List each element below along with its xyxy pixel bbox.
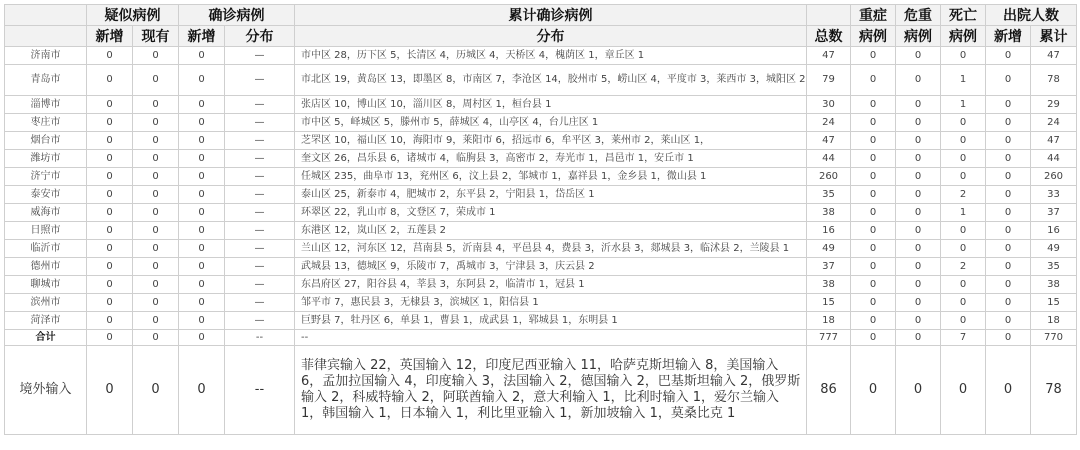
table-row	[5, 222, 1077, 240]
confirmed-new-cell: 0	[179, 312, 225, 330]
cumulative-distribution-cell: 兰山区 12，河东区 12，莒南县 5，沂南县 4，平邑县 4，费县 3，沂水县 3，郯城县 3，临沭县 2，兰陵县 1	[295, 240, 807, 258]
table-row	[5, 240, 1077, 258]
discharged-new-cell: 0	[986, 240, 1031, 258]
header-sub-severe: 病例	[851, 26, 896, 47]
cumulative-distribution-cell: 奎文区 26，昌乐县 6，诸城市 4，临朐县 3，高密市 2，寿光市 1，昌邑市 1，安丘市 1	[295, 150, 807, 168]
suspected-new-cell: 0	[87, 65, 133, 96]
city-cell: 淄博市	[5, 96, 87, 114]
confirmed-new-cell: 0	[179, 114, 225, 132]
confirmed-distribution-cell: --	[225, 346, 295, 435]
cumulative-total-cell: 49	[807, 240, 851, 258]
cumulative-distribution-cell: 巨野县 7，牡丹区 6，单县 1，曹县 1，成武县 1，郓城县 1，东明县 1	[295, 312, 807, 330]
cumulative-distribution-cell: 市中区 5，峄城区 5，滕州市 5，薛城区 4，山亭区 4，台儿庄区 1	[295, 114, 807, 132]
suspected-current-cell: 0	[133, 114, 179, 132]
suspected-current-cell: 0	[133, 294, 179, 312]
suspected-new-cell: 0	[87, 114, 133, 132]
critical-cell: 0	[896, 294, 941, 312]
critical-cell: 0	[896, 240, 941, 258]
suspected-new-cell: 0	[87, 258, 133, 276]
death-cell: 0	[941, 132, 986, 150]
header-cumulative: 累计确诊病例	[295, 5, 807, 26]
city-cell: 聊城市	[5, 276, 87, 294]
discharged-new-cell: 0	[986, 312, 1031, 330]
discharged-new-cell: 0	[986, 96, 1031, 114]
header-sub-corner	[5, 26, 87, 47]
death-cell: 0	[941, 346, 986, 435]
confirmed-new-cell: 0	[179, 186, 225, 204]
confirmed-distribution-cell: —	[225, 47, 295, 65]
suspected-current-cell: 0	[133, 132, 179, 150]
city-cell: 菏泽市	[5, 312, 87, 330]
suspected-new-cell: 0	[87, 346, 133, 435]
header-sub-suspected-new: 新增	[87, 26, 133, 47]
confirmed-distribution-cell: —	[225, 114, 295, 132]
suspected-new-cell: 0	[87, 276, 133, 294]
cumulative-distribution-cell: --	[295, 330, 807, 346]
cumulative-distribution-cell: 市北区 19，黄岛区 13，即墨区 8，市南区 7，李沧区 14，胶州市 5，崂山区 4，平度市 3，莱西市 3，城阳区 2	[295, 65, 807, 96]
suspected-new-cell: 0	[87, 47, 133, 65]
discharged-new-cell: 0	[986, 258, 1031, 276]
suspected-current-cell: 0	[133, 47, 179, 65]
cumulative-total-cell: 37	[807, 258, 851, 276]
suspected-new-cell: 0	[87, 150, 133, 168]
discharged-total-cell: 78	[1031, 65, 1077, 96]
confirmed-new-cell: 0	[179, 96, 225, 114]
table-row	[5, 114, 1077, 132]
header-sub-discharged-total: 累计	[1031, 26, 1077, 47]
cumulative-total-cell: 38	[807, 276, 851, 294]
cumulative-distribution-cell: 芝罘区 10，福山区 10，海阳市 9，莱阳市 6，招远市 6，牟平区 3，莱州市 2，莱山区 1，	[295, 132, 807, 150]
table-row	[5, 96, 1077, 114]
critical-cell: 0	[896, 168, 941, 186]
suspected-new-cell: 0	[87, 330, 133, 346]
confirmed-new-cell: 0	[179, 65, 225, 96]
confirmed-distribution-cell: —	[225, 132, 295, 150]
critical-cell: 0	[896, 276, 941, 294]
confirmed-distribution-cell: —	[225, 168, 295, 186]
header-sub-death: 病例	[941, 26, 986, 47]
header-death: 死亡	[941, 5, 986, 26]
suspected-current-cell: 0	[133, 276, 179, 294]
critical-cell: 0	[896, 330, 941, 346]
discharged-new-cell: 0	[986, 222, 1031, 240]
suspected-current-cell: 0	[133, 168, 179, 186]
discharged-total-cell: 37	[1031, 204, 1077, 222]
table-row	[5, 186, 1077, 204]
confirmed-distribution-cell: --	[225, 330, 295, 346]
severe-cell: 0	[851, 294, 896, 312]
city-cell: 合计	[5, 330, 87, 346]
death-cell: 7	[941, 330, 986, 346]
death-cell: 0	[941, 294, 986, 312]
confirmed-new-cell: 0	[179, 258, 225, 276]
critical-cell: 0	[896, 150, 941, 168]
death-cell: 0	[941, 222, 986, 240]
suspected-new-cell: 0	[87, 186, 133, 204]
suspected-new-cell: 0	[87, 222, 133, 240]
cumulative-total-cell: 777	[807, 330, 851, 346]
suspected-current-cell: 0	[133, 204, 179, 222]
severe-cell: 0	[851, 47, 896, 65]
death-cell: 0	[941, 114, 986, 132]
death-cell: 1	[941, 96, 986, 114]
death-cell: 2	[941, 258, 986, 276]
severe-cell: 0	[851, 150, 896, 168]
cumulative-total-cell: 18	[807, 312, 851, 330]
severe-cell: 0	[851, 346, 896, 435]
death-cell: 2	[941, 186, 986, 204]
table-row	[5, 294, 1077, 312]
cumulative-distribution-cell: 任城区 235，曲阜市 13，兖州区 6，汶上县 2，邹城市 1，嘉祥县 1，金乡县 1，微山县 1	[295, 168, 807, 186]
cumulative-distribution-cell: 环翠区 22，乳山市 8，文登区 7，荣成市 1	[295, 204, 807, 222]
critical-cell: 0	[896, 258, 941, 276]
confirmed-new-cell: 0	[179, 150, 225, 168]
city-cell: 泰安市	[5, 186, 87, 204]
confirmed-distribution-cell: —	[225, 65, 295, 96]
cumulative-total-cell: 79	[807, 65, 851, 96]
confirmed-distribution-cell: —	[225, 258, 295, 276]
city-cell: 威海市	[5, 204, 87, 222]
critical-cell: 0	[896, 312, 941, 330]
suspected-current-cell: 0	[133, 186, 179, 204]
confirmed-distribution-cell: —	[225, 204, 295, 222]
confirmed-new-cell: 0	[179, 222, 225, 240]
city-cell: 滨州市	[5, 294, 87, 312]
death-cell: 1	[941, 65, 986, 96]
critical-cell: 0	[896, 186, 941, 204]
discharged-new-cell: 0	[986, 65, 1031, 96]
discharged-new-cell: 0	[986, 150, 1031, 168]
cumulative-distribution-cell: 菲律宾输入 22，英国输入 12，印度尼西亚输入 11，哈萨克斯坦输入 8，美国输入 6，孟加拉国输入 4，印度输入 3，法国输入 2，德国输入 2，巴基斯坦输入 2，俄罗斯输入 2，科威特输入 2，阿联酋输入 2，意大利输入 1，比利时输入 1，爱尔兰输入 1，韩国输入 1，日本输入 1，利比里亚输入 1，新加坡输入 1，莫桑比克 1	[295, 346, 807, 435]
suspected-new-cell: 0	[87, 132, 133, 150]
cumulative-total-cell: 47	[807, 132, 851, 150]
discharged-new-cell: 0	[986, 186, 1031, 204]
critical-cell: 0	[896, 222, 941, 240]
critical-cell: 0	[896, 346, 941, 435]
cumulative-distribution-cell: 市中区 28，历下区 5，长清区 4，历城区 4，天桥区 4，槐荫区 1，章丘区 1	[295, 47, 807, 65]
table-row	[5, 168, 1077, 186]
header-severe: 重症	[851, 5, 896, 26]
cumulative-distribution-cell: 东港区 12，岚山区 2，五莲县 2	[295, 222, 807, 240]
city-cell: 潍坊市	[5, 150, 87, 168]
header-sub-suspected-current: 现有	[133, 26, 179, 47]
suspected-new-cell: 0	[87, 294, 133, 312]
critical-cell: 0	[896, 47, 941, 65]
header-group-row	[5, 5, 1077, 26]
cumulative-total-cell: 44	[807, 150, 851, 168]
suspected-current-cell: 0	[133, 65, 179, 96]
table-body	[5, 47, 1077, 435]
header-sub-cumulative-total: 总数	[807, 26, 851, 47]
table-row	[5, 132, 1077, 150]
confirmed-new-cell: 0	[179, 168, 225, 186]
critical-cell: 0	[896, 204, 941, 222]
severe-cell: 0	[851, 132, 896, 150]
table-row	[5, 150, 1077, 168]
suspected-current-cell: 0	[133, 222, 179, 240]
severe-cell: 0	[851, 330, 896, 346]
city-cell: 烟台市	[5, 132, 87, 150]
city-cell: 境外输入	[5, 346, 87, 435]
confirmed-distribution-cell: —	[225, 294, 295, 312]
death-cell: 0	[941, 276, 986, 294]
table-row	[5, 204, 1077, 222]
suspected-new-cell: 0	[87, 204, 133, 222]
discharged-total-cell: 16	[1031, 222, 1077, 240]
discharged-new-cell: 0	[986, 47, 1031, 65]
confirmed-distribution-cell: —	[225, 312, 295, 330]
severe-cell: 0	[851, 96, 896, 114]
cumulative-distribution-cell: 张店区 10，博山区 10，淄川区 8，周村区 1，桓台县 1	[295, 96, 807, 114]
death-cell: 0	[941, 240, 986, 258]
confirmed-distribution-cell: —	[225, 276, 295, 294]
suspected-current-cell: 0	[133, 150, 179, 168]
confirmed-distribution-cell: —	[225, 96, 295, 114]
critical-cell: 0	[896, 96, 941, 114]
suspected-current-cell: 0	[133, 96, 179, 114]
death-cell: 0	[941, 150, 986, 168]
header-sub-confirmed-new: 新增	[179, 26, 225, 47]
cumulative-total-cell: 47	[807, 47, 851, 65]
suspected-current-cell: 0	[133, 240, 179, 258]
suspected-current-cell: 0	[133, 258, 179, 276]
cumulative-total-cell: 16	[807, 222, 851, 240]
severe-cell: 0	[851, 65, 896, 96]
header-sub-confirmed-distribution: 分布	[225, 26, 295, 47]
discharged-total-cell: 260	[1031, 168, 1077, 186]
cumulative-total-cell: 30	[807, 96, 851, 114]
critical-cell: 0	[896, 114, 941, 132]
severe-cell: 0	[851, 114, 896, 132]
city-cell: 济南市	[5, 47, 87, 65]
table-row	[5, 65, 1077, 96]
suspected-new-cell: 0	[87, 312, 133, 330]
severe-cell: 0	[851, 312, 896, 330]
discharged-total-cell: 44	[1031, 150, 1077, 168]
discharged-total-cell: 24	[1031, 114, 1077, 132]
table-row	[5, 47, 1077, 65]
severe-cell: 0	[851, 276, 896, 294]
cumulative-distribution-cell: 武城县 13，德城区 9，乐陵市 7，禹城市 3，宁津县 3，庆云县 2	[295, 258, 807, 276]
severe-cell: 0	[851, 204, 896, 222]
table-row	[5, 312, 1077, 330]
confirmed-new-cell: 0	[179, 346, 225, 435]
city-cell: 德州市	[5, 258, 87, 276]
cumulative-total-cell: 15	[807, 294, 851, 312]
discharged-new-cell: 0	[986, 330, 1031, 346]
confirmed-new-cell: 0	[179, 294, 225, 312]
header-discharged: 出院人数	[986, 5, 1077, 26]
confirmed-distribution-cell: —	[225, 240, 295, 258]
discharged-total-cell: 15	[1031, 294, 1077, 312]
suspected-new-cell: 0	[87, 240, 133, 258]
table-row	[5, 258, 1077, 276]
header-sub-critical: 病例	[896, 26, 941, 47]
confirmed-distribution-cell: —	[225, 150, 295, 168]
city-cell: 日照市	[5, 222, 87, 240]
discharged-total-cell: 29	[1031, 96, 1077, 114]
confirmed-new-cell: 0	[179, 330, 225, 346]
death-cell: 0	[941, 47, 986, 65]
cumulative-distribution-cell: 邹平市 7，惠民县 3，无棣县 3，滨城区 1，阳信县 1	[295, 294, 807, 312]
critical-cell: 0	[896, 132, 941, 150]
discharged-total-cell: 770	[1031, 330, 1077, 346]
discharged-total-cell: 47	[1031, 132, 1077, 150]
suspected-current-cell: 0	[133, 312, 179, 330]
confirmed-new-cell: 0	[179, 132, 225, 150]
confirmed-new-cell: 0	[179, 240, 225, 258]
discharged-new-cell: 0	[986, 132, 1031, 150]
header-total-blank	[807, 5, 851, 26]
suspected-current-cell: 0	[133, 346, 179, 435]
total-row	[5, 330, 1077, 346]
table-row	[5, 276, 1077, 294]
cumulative-distribution-cell: 泰山区 25，新泰市 4，肥城市 2，东平县 2，宁阳县 1，岱岳区 1	[295, 186, 807, 204]
covid-case-table	[4, 4, 1077, 435]
discharged-total-cell: 35	[1031, 258, 1077, 276]
header-sub-row	[5, 26, 1077, 47]
discharged-new-cell: 0	[986, 168, 1031, 186]
severe-cell: 0	[851, 168, 896, 186]
header-sub-discharged-new: 新增	[986, 26, 1031, 47]
discharged-total-cell: 78	[1031, 346, 1077, 435]
suspected-current-cell: 0	[133, 330, 179, 346]
discharged-new-cell: 0	[986, 114, 1031, 132]
header-sub-cumulative-distribution: 分布	[295, 26, 807, 47]
critical-cell: 0	[896, 65, 941, 96]
imported-row	[5, 346, 1077, 435]
header-corner	[5, 5, 87, 26]
cumulative-distribution-cell: 东昌府区 27，阳谷县 4，莘县 3，东阿县 2，临清市 1，冠县 1	[295, 276, 807, 294]
discharged-new-cell: 0	[986, 294, 1031, 312]
suspected-new-cell: 0	[87, 96, 133, 114]
table-header	[5, 5, 1077, 47]
severe-cell: 0	[851, 222, 896, 240]
city-cell: 临沂市	[5, 240, 87, 258]
suspected-new-cell: 0	[87, 168, 133, 186]
discharged-total-cell: 38	[1031, 276, 1077, 294]
discharged-new-cell: 0	[986, 276, 1031, 294]
confirmed-new-cell: 0	[179, 276, 225, 294]
header-suspected: 疑似病例	[87, 5, 179, 26]
severe-cell: 0	[851, 258, 896, 276]
confirmed-new-cell: 0	[179, 204, 225, 222]
death-cell: 1	[941, 204, 986, 222]
cumulative-total-cell: 24	[807, 114, 851, 132]
discharged-total-cell: 49	[1031, 240, 1077, 258]
city-cell: 济宁市	[5, 168, 87, 186]
discharged-new-cell: 0	[986, 204, 1031, 222]
header-critical: 危重	[896, 5, 941, 26]
confirmed-distribution-cell: —	[225, 186, 295, 204]
cumulative-total-cell: 38	[807, 204, 851, 222]
city-cell: 青岛市	[5, 65, 87, 96]
death-cell: 0	[941, 168, 986, 186]
city-cell: 枣庄市	[5, 114, 87, 132]
discharged-new-cell: 0	[986, 346, 1031, 435]
cumulative-total-cell: 35	[807, 186, 851, 204]
cumulative-total-cell: 260	[807, 168, 851, 186]
death-cell: 0	[941, 312, 986, 330]
header-confirmed: 确诊病例	[179, 5, 295, 26]
severe-cell: 0	[851, 186, 896, 204]
confirmed-new-cell: 0	[179, 47, 225, 65]
cumulative-total-cell: 86	[807, 346, 851, 435]
discharged-total-cell: 18	[1031, 312, 1077, 330]
discharged-total-cell: 47	[1031, 47, 1077, 65]
discharged-total-cell: 33	[1031, 186, 1077, 204]
confirmed-distribution-cell: —	[225, 222, 295, 240]
severe-cell: 0	[851, 240, 896, 258]
